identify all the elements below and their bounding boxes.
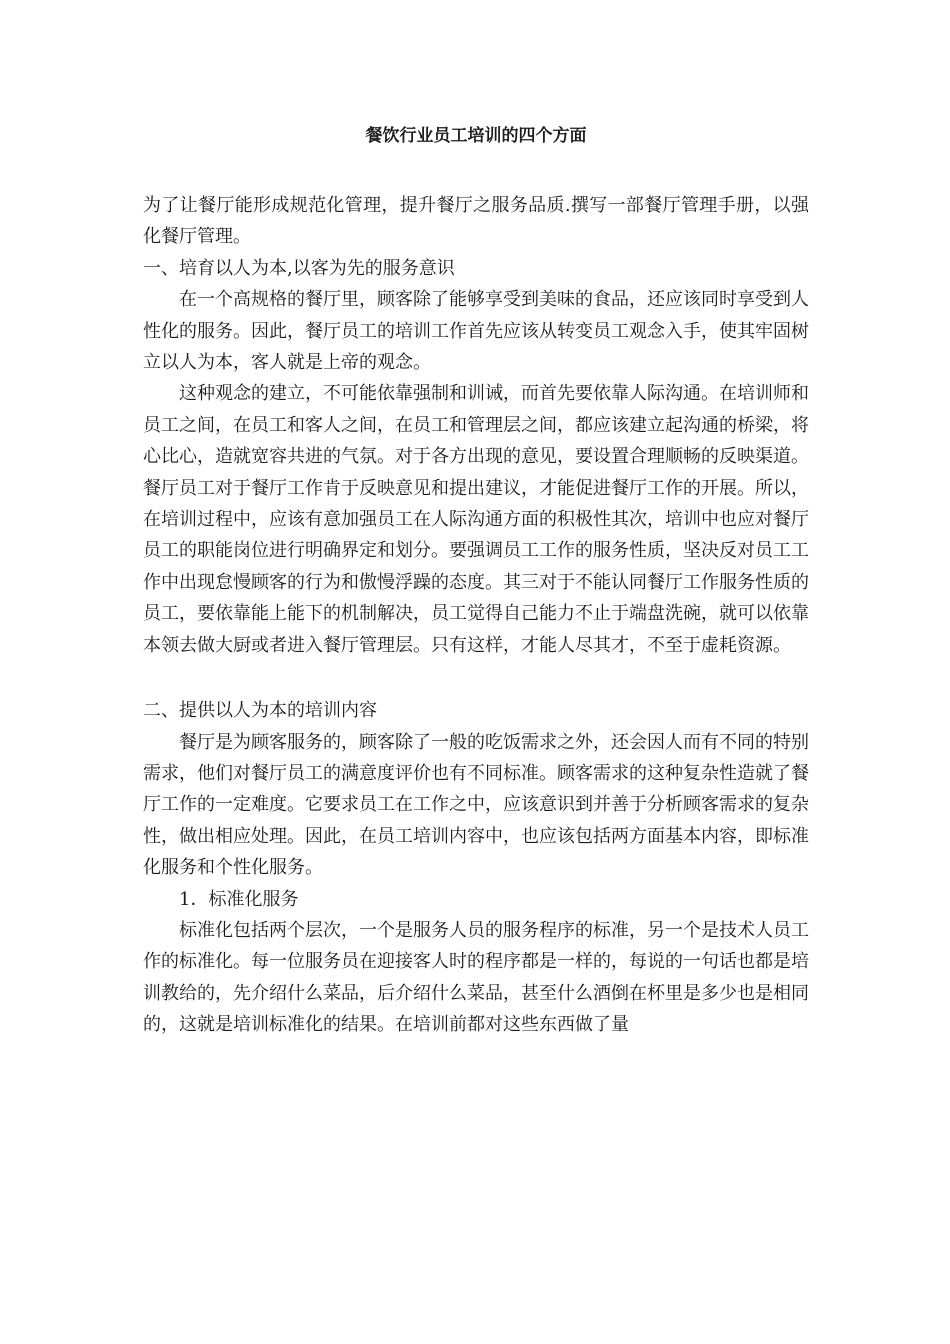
- document-title: 餐饮行业员工培训的四个方面: [365, 126, 587, 146]
- section-2-paragraph-1: 餐厅是为顾客服务的，顾客除了一般的吃饭需求之外，还会因人而有不同的特别需求，他们对餐厅员工的满意度评价也有不同标准。顾客需求的这种复杂性造就了餐厅工作的一定难度。它要求员工在工作之中，应该意识到并善于分析顾客需求的复杂性，做出相应处理。因此，在员工培训内容中，也应该包括两方面基本内容，即标准化服务和个性化服务。: [143, 731, 809, 879]
- section-1-paragraph-2: 这种观念的建立，不可能依靠强制和训诫，而首先要依靠人际沟通。在培训师和员工之间，在员工和客人之间，在员工和管理层之间，都应该建立起沟通的桥梁，将心比心，造就宽容共进的气氛。对于各方出现的意见，要设置合理顺畅的反映渠道。餐厅员工对于餐厅工作肯于反映意见和提出建议，才能促进餐厅工作的开展。所以，在培训过程中，应该有意加强员工在人际沟通方面的积极性其次，培训中也应对餐厅员工的职能岗位进行明确界定和划分。要强调员工工作的服务性质，坚决反对员工工作中出现怠慢顾客的行为和傲慢浮躁的态度。其三对于不能认同餐厅工作服务性质的员工，要依靠能上能下的机制解决，员工觉得自己能力不止于端盘洗碗，就可以依靠本领去做大厨或者进入餐厅管理层。只有这样，才能人尽其才，不至于虚耗资源。: [143, 383, 809, 656]
- section-2-sub-paragraph: 标准化包括两个层次，一个是服务人员的服务程序的标准，另一个是技术人员工作的标准化。每一位服务员在迎接客人时的程序都是一样的，每说的一句话也都是培训教给的，先介绍什么菜品，后介绍什么菜品，甚至什么酒倒在杯里是多少也是相同的，这就是培训标准化的结果。在培训前都对这些东西做了量: [143, 919, 809, 1036]
- section-spacer: [143, 661, 809, 695]
- document-body: [143, 190, 809, 1041]
- section-1-heading: 一、培育以人为本,以客为先的服务意识: [143, 257, 455, 279]
- section-1-paragraph-1: 在一个高规格的餐厅里，顾客除了能够享受到美味的食品，还应该同时享受到人性化的服务。因此，餐厅员工的培训工作首先应该从转变员工观念入手，使其牢固树立以人为本，客人就是上帝的观念。: [143, 289, 809, 374]
- intro-paragraph: 为了让餐厅能形成规范化管理，提升餐厅之服务品质.撰写一部餐厅管理手册，以强化餐厅管理。: [143, 195, 809, 248]
- section-2-subheading: 1．标准化服务: [179, 888, 299, 910]
- section-2-heading: 二、提供以人为本的培训内容: [143, 700, 377, 722]
